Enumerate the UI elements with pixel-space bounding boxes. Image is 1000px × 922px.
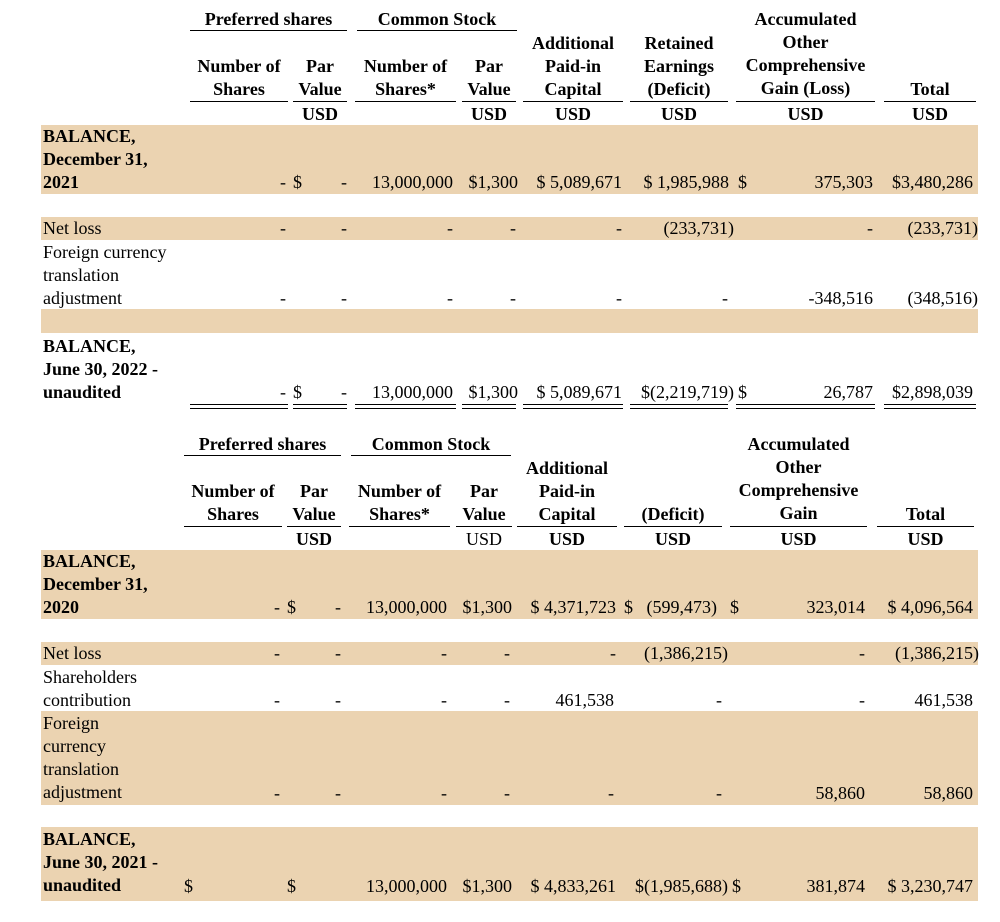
row-label: BALANCE, December 31, 2020 [43, 551, 148, 617]
cell-common-num: 13,000,000 [372, 172, 453, 192]
unit-retained: USD [660, 104, 697, 124]
cell-apic: - [610, 643, 616, 663]
col-header-pref-par: Par Value [292, 481, 336, 524]
cell-aoci: 323,014 [806, 597, 865, 617]
cell-common-par: - [510, 218, 516, 238]
cell-total: 58,860 [923, 783, 973, 803]
cell-retained: - [716, 690, 722, 710]
cell-apic: 461,538 [555, 690, 614, 710]
cell-retained: $ (599,473) [624, 597, 717, 617]
underline [355, 101, 456, 102]
unit-apic: USD [548, 529, 585, 549]
row-label: Foreign currency translation adjustment [43, 713, 122, 802]
cell-common-par: $1,300 [462, 876, 512, 896]
cell-pref-num: - [280, 172, 286, 192]
cell-pref-num: - [274, 643, 280, 663]
row-label: BALANCE, June 30, 2022 - unaudited [43, 336, 159, 402]
cell-total: $ 4,096,564 [887, 597, 973, 617]
underline [184, 455, 341, 456]
cell-aoci: - [859, 690, 865, 710]
row-label: Net loss [43, 218, 102, 238]
cell-total: $2,898,039 [892, 382, 973, 402]
cell-total: 461,538 [914, 690, 973, 710]
cell-retained: (233,731) [663, 218, 734, 238]
col-header-pref-num: Number of Shares [197, 56, 281, 99]
unit-total: USD [911, 104, 948, 124]
underline [190, 30, 347, 31]
underline [462, 101, 516, 102]
cell-pref-par: - [341, 172, 347, 192]
cell-pref-par-symbol: $ [287, 597, 296, 617]
cell-total: (1,386,215) [895, 643, 979, 663]
cell-common-num: 13,000,000 [366, 597, 447, 617]
unit-aoci: USD [780, 529, 817, 549]
underline [736, 101, 875, 102]
cell-pref-num: - [280, 218, 286, 238]
cell-aoci: 375,303 [814, 172, 873, 192]
cell-apic: $ 4,833,261 [530, 876, 616, 896]
cell-aoci: 26,787 [823, 382, 873, 402]
cell-aoci: - [859, 643, 865, 663]
row-label: Net loss [43, 643, 102, 663]
double-underline [630, 404, 728, 409]
cell-aoci-symbol: $ [738, 382, 747, 402]
cell-retained: $(2,219,719) [641, 382, 734, 402]
row-label: Shareholders contribution [43, 667, 137, 710]
unit-common-par: USD [465, 529, 502, 549]
cell-aoci: -348,516 [808, 288, 873, 308]
col-header-aoci: Accumulated Other Comprehensive Gain (Loss) [745, 9, 866, 98]
cell-common-par: $1,300 [468, 172, 518, 192]
cell-total: (233,731) [907, 218, 978, 238]
cell-apic: - [608, 783, 614, 803]
row-label: BALANCE, June 30, 2021 - unaudited [43, 829, 159, 895]
double-underline [355, 404, 456, 409]
cell-pref-par: - [341, 288, 347, 308]
group-header-preferred: Preferred shares [204, 9, 333, 29]
underline [523, 101, 623, 102]
col-header-common-num: Number of Shares* [357, 481, 442, 524]
col-header-retained: (Deficit) [641, 504, 705, 524]
unit-total: USD [907, 529, 944, 549]
unit-aoci: USD [787, 104, 824, 124]
underline [287, 526, 341, 527]
cell-pref-par-symbol: $ [293, 172, 302, 192]
double-underline [736, 404, 875, 409]
cell-pref-par: - [335, 597, 341, 617]
double-underline [293, 404, 347, 409]
cell-pref-par: - [335, 643, 341, 663]
col-header-total: Total [905, 504, 946, 524]
underline [351, 455, 511, 456]
unit-apic: USD [554, 104, 591, 124]
cell-apic: - [616, 218, 622, 238]
double-underline [884, 404, 976, 409]
cell-common-par: - [510, 288, 516, 308]
cell-apic: $ 5,089,671 [536, 172, 622, 192]
cell-retained: (1,386,215) [644, 643, 728, 663]
underline [184, 526, 282, 527]
double-underline [523, 404, 623, 409]
cell-aoci-symbol: $ [732, 876, 741, 896]
cell-pref-par: - [335, 690, 341, 710]
underline [349, 526, 450, 527]
cell-pref-num: - [274, 783, 280, 803]
cell-retained: - [716, 783, 722, 803]
cell-common-num: 13,000,000 [366, 876, 447, 896]
underline [456, 526, 512, 527]
group-header-common: Common Stock [377, 9, 497, 29]
cell-pref-par-symbol: $ [293, 382, 302, 402]
cell-aoci: 381,874 [806, 876, 865, 896]
unit-pref-par: USD [301, 104, 338, 124]
col-header-apic: Additional Paid-in Capital [525, 458, 609, 524]
underline [877, 526, 974, 527]
cell-pref-num: - [280, 288, 286, 308]
underline [517, 526, 617, 527]
cell-total: (348,516) [907, 288, 978, 308]
cell-common-par: - [504, 643, 510, 663]
cell-aoci-symbol: $ [730, 597, 739, 617]
col-header-retained: Retained Earnings (Deficit) [643, 33, 715, 99]
cell-apic: - [616, 288, 622, 308]
cell-pref-num: - [274, 690, 280, 710]
cell-aoci: - [867, 218, 873, 238]
cell-common-num: - [441, 690, 447, 710]
cell-common-num: - [441, 783, 447, 803]
cell-common-par: $1,300 [468, 382, 518, 402]
underline [624, 526, 722, 527]
cell-aoci: 58,860 [815, 783, 865, 803]
col-header-total: Total [910, 79, 950, 99]
row-label: BALANCE, December 31, 2021 [43, 126, 148, 192]
unit-common-par: USD [470, 104, 507, 124]
underline [884, 101, 976, 102]
unit-retained: USD [654, 529, 691, 549]
cell-common-par: - [504, 690, 510, 710]
underline [730, 526, 867, 527]
cell-pref-par-symbol: $ [287, 876, 296, 896]
group-header-preferred: Preferred shares [198, 434, 327, 454]
col-header-apic: Additional Paid-in Capital [531, 33, 615, 99]
cell-pref-num: $ [184, 876, 193, 896]
cell-total: $3,480,286 [892, 172, 973, 192]
row-band [41, 309, 978, 333]
cell-retained: $(1,985,688) [635, 876, 728, 896]
underline [293, 101, 347, 102]
cell-apic: $ 4,371,723 [530, 597, 616, 617]
underline [190, 101, 288, 102]
col-header-pref-par: Par Value [298, 56, 342, 99]
double-underline [190, 404, 288, 409]
unit-pref-par: USD [295, 529, 332, 549]
cell-pref-par: - [341, 218, 347, 238]
col-header-common-par: Par Value [462, 481, 506, 524]
cell-aoci-symbol: $ [738, 172, 747, 192]
cell-common-par: - [504, 783, 510, 803]
double-underline [462, 404, 516, 409]
cell-retained: - [722, 288, 728, 308]
cell-retained: $ 1,985,988 [643, 172, 729, 192]
cell-common-num: 13,000,000 [372, 382, 453, 402]
cell-common-num: - [441, 643, 447, 663]
cell-pref-par: - [341, 382, 347, 402]
col-header-common-num: Number of Shares* [363, 56, 448, 99]
row-label: Foreign currency translation adjustment [43, 242, 167, 308]
cell-common-num: - [447, 218, 453, 238]
col-header-aoci: Accumulated Other Comprehensive Gain [738, 434, 859, 523]
col-header-pref-num: Number of Shares [191, 481, 275, 524]
cell-pref-num: - [274, 597, 280, 617]
underline [630, 101, 728, 102]
group-header-common: Common Stock [371, 434, 491, 454]
cell-pref-par: - [335, 783, 341, 803]
col-header-common-par: Par Value [467, 56, 511, 99]
cell-common-par: $1,300 [462, 597, 512, 617]
cell-apic: $ 5,089,671 [536, 382, 622, 402]
cell-common-num: - [447, 288, 453, 308]
cell-pref-num: - [280, 382, 286, 402]
cell-total: $ 3,230,747 [887, 876, 973, 896]
underline [357, 30, 517, 31]
